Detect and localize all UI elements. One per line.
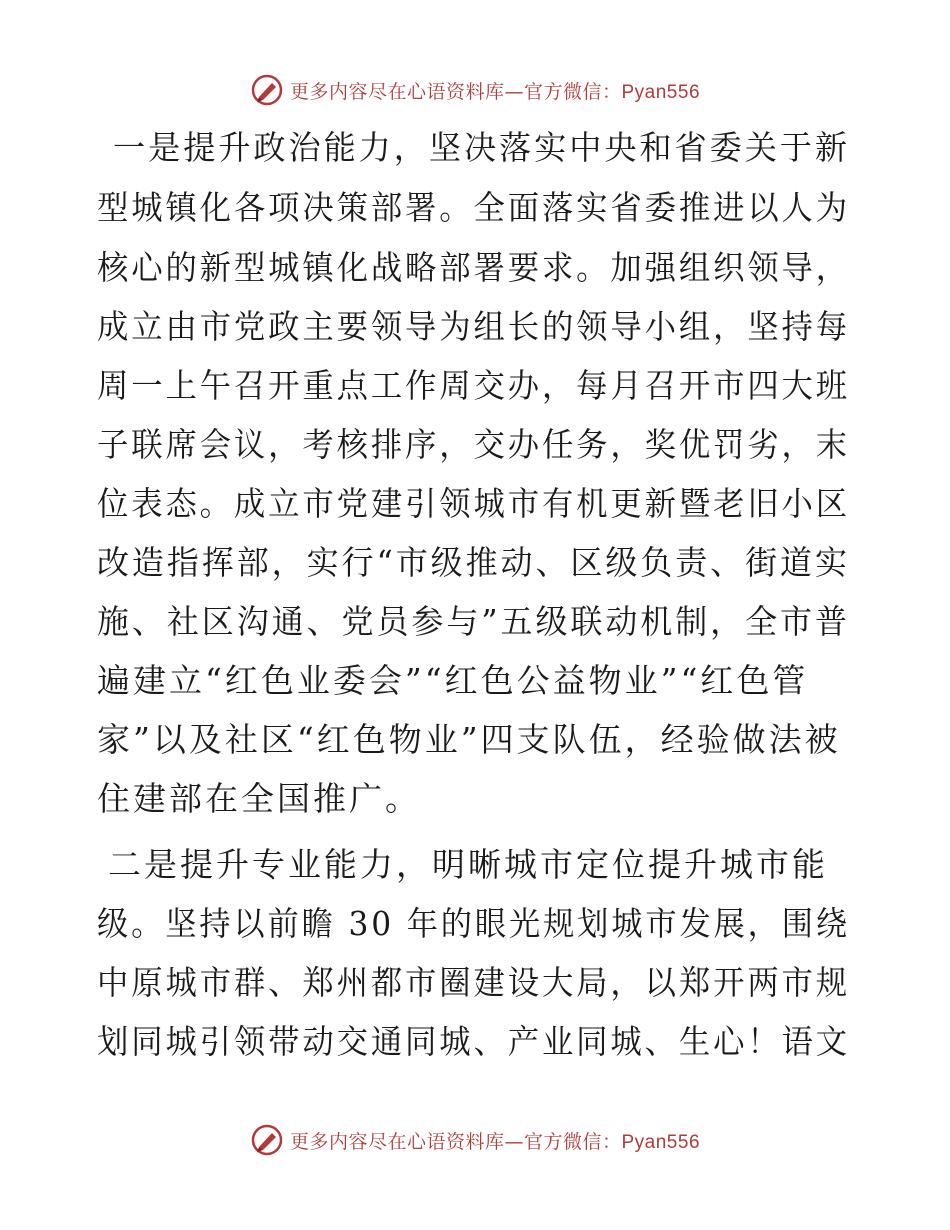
wechat-handle: Pyan556 xyxy=(621,1131,701,1153)
text-line: 遍建立“红色业委会”“红色公益物业”“红色管 xyxy=(97,661,809,700)
pen-logo-icon xyxy=(250,1123,284,1157)
wechat-handle: Pyan556 xyxy=(621,81,701,103)
text-line: 中原城市群、郑州都市圈建设大局，以郑开两市规 xyxy=(97,963,850,1002)
text-line: 周一上午召开重点工作周交办，每月召开市四大班 xyxy=(97,366,850,405)
text-line: 划同城引领带动交通同城、产业同城、生心！语文 xyxy=(97,1022,850,1061)
watermark-label: 更多内容尽在心语资料库—官方微信： xyxy=(289,1130,622,1153)
watermark-text xyxy=(290,77,700,104)
pen-logo-icon xyxy=(250,73,284,107)
text-line: 改造指挥部，实行“市级推动、区级负责、街道实 xyxy=(97,543,850,582)
watermark-text xyxy=(290,1127,700,1154)
text-line: 核心的新型城镇化战略部署要求。加强组织领导， xyxy=(97,248,850,287)
text-line: 成立由市党政主要领导为组长的领导小组，坚持每 xyxy=(97,307,850,346)
text-line: 型城镇化各项决策部署。全面落实省委推进以人为 xyxy=(97,188,850,227)
text-line: 子联席会议，考核排序，交办任务，奖优罚劣，末 xyxy=(97,425,850,464)
footer-watermark-banner xyxy=(0,1120,950,1160)
text-line: 位表态。成立市党建引领城市有机更新暨老旧小区 xyxy=(97,484,850,523)
watermark-label: 更多内容尽在心语资料库—官方微信： xyxy=(289,80,622,103)
text-line: 施、社区沟通、党员参与”五级联动机制，全市普 xyxy=(97,602,850,641)
text-line: 级。坚持以前瞻 30 年的眼光规划城市发展，围绕 xyxy=(97,904,850,943)
header-watermark-banner xyxy=(0,70,950,110)
text-line: 二是提升专业能力，明晰城市定位提升城市能 xyxy=(108,845,828,884)
text-line: 家”以及社区“红色物业”四支队伍，经验做法被 xyxy=(97,720,841,759)
text-line: 一是提升政治能力，坚决落实中央和省委关于新 xyxy=(113,128,850,167)
text-line: 住建部在全国推广。 xyxy=(97,779,421,818)
